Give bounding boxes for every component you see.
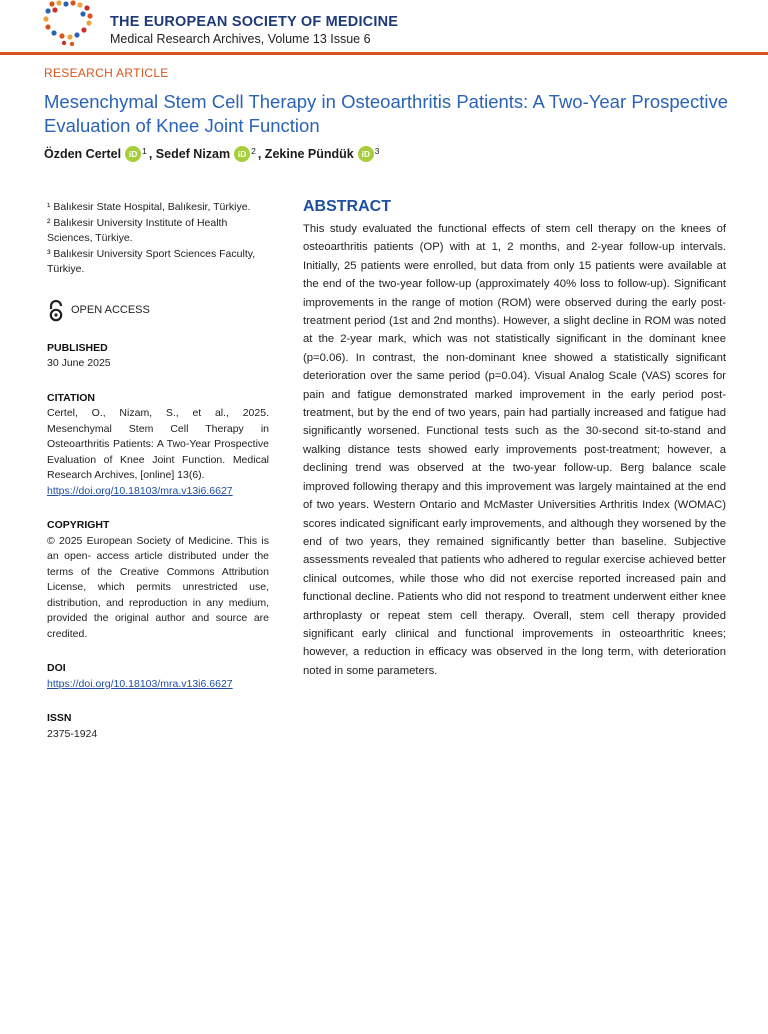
header-divider	[0, 52, 768, 55]
author-list	[44, 146, 381, 162]
abstract-heading: ABSTRACT	[303, 198, 391, 215]
doi-link[interactable]: https://doi.org/10.18103/mra.v13i6.6627	[47, 677, 233, 690]
journal-issue: Medical Research Archives, Volume 13 Issue 6	[110, 32, 371, 46]
affiliation: ¹ Balıkesir State Hospital, Balıkesir, Türkiye.	[47, 201, 251, 213]
abstract-section	[303, 198, 726, 680]
author-name: , Sedef Nizam	[148, 147, 231, 161]
author-name: , Zekine Pündük	[257, 147, 354, 161]
open-access-badge	[47, 300, 269, 322]
article-sidebar	[47, 200, 269, 742]
citation-doi-link[interactable]: https://doi.org/10.18103/mra.v13i6.6627	[47, 484, 233, 497]
published-date: 30 June 2025	[47, 357, 111, 369]
orcid-icon[interactable]: iD	[234, 146, 250, 162]
abstract-body: This study evaluated the functional effects of stem cell therapy on the knees of osteoarthritis patients (OP) with at 1, 2 months, and 2-year follow-up intervals. Initially, 25 patients were enrolled, but data from only 15 patients were available at the end of the two-year follow-up (approximately 40% loss to follow-up). Significant improvements in the range of motion (ROM) were observed during the early post-treatment period (1st and 2nd months). However, a slight decline in ROM was noted at the 2-year mark, which was not statistically significant in the dominant knee (p=0.06). In contrast, the non-dominant knee showed a statistically significant deterioration over the same period (p=0.04). Visual Analog Scale (VAS) scores for pain and fatigue demonstrated marked improvement in the early period post-treatment, but by the end of two years, pain had partially increased and fatigue had significantly worsened. Functional tests such as the 30-second sit-to-stand and walking distance tests showed early improvements post-treatment; however, a declining trend was observed at the two-year follow-up. Berg balance scale improved following therapy and this improvement was largely maintained at the end of two years. Western Ontario and McMaster Universities Arthritis Index (WOMAC) scores indicated significant early improvements, and although they worsened by the end of two years, they remained significantly better than baseline. Subjective assessments revealed that patients who adhered to regular exercise achieved better clinical outcomes, while those who did not exercise reported increased pain and functional decline. Patients who did not respond to treatment underwent either knee arthroplasty or repeat stem cell therapy. Overall, stem cell therapy provided significant early clinical and functional improvements in osteoarthritic knees; however, a reduction in efficacy was observed in the long term, with deterioration noted in some parameters.	[303, 223, 726, 677]
copyright-heading: COPYRIGHT	[47, 519, 110, 531]
article-type: RESEARCH ARTICLE	[44, 66, 169, 80]
author-name: Özden Certel	[44, 147, 122, 161]
affiliation: ³ Balıkesir University Sport Sciences Faculty, Türkiye.	[47, 247, 256, 275]
society-name: THE EUROPEAN SOCIETY OF MEDICINE	[110, 14, 399, 30]
author-affiliation-mark: 3	[374, 146, 380, 156]
author-affiliation-mark: 1	[142, 146, 147, 156]
citation-text: Certel, O., Nizam, S., et al., 2025. Mesenchymal Stem Cell Therapy in Osteoarthritis Patients: A Two-Year Prospective Evaluation of Knee Joint Function. Medical Research Archives, [online] 13(6).	[47, 407, 269, 481]
open-access-lock-icon	[47, 300, 65, 322]
citation-heading: CITATION	[47, 391, 96, 404]
orcid-icon[interactable]: iD	[125, 146, 141, 162]
author-affiliation-mark: 2	[251, 146, 256, 156]
issn-value: 2375-1924	[47, 727, 98, 740]
doi-heading: DOI	[47, 662, 66, 674]
orcid-icon[interactable]: iD	[358, 146, 374, 162]
article-title: Mesenchymal Stem Cell Therapy in Osteoarthritis Patients: A Two-Year Prospective Evaluation of Knee Joint Function	[44, 91, 728, 136]
society-logo-icon	[42, 0, 98, 46]
open-access-label: OPEN ACCESS	[71, 303, 150, 316]
issn-heading: ISSN	[47, 712, 72, 724]
published-heading: PUBLISHED	[47, 341, 108, 354]
copyright-text: © 2025 European Society of Medicine. This is an open- access article distributed under the terms of the Creative Commons Attribution License, which permits unrestricted use, distribution, and reproduction in any medium, provided the original author and source are credited.	[47, 534, 269, 640]
journal-header	[0, 0, 768, 56]
affiliation: ² Balıkesir University Institute of Health Sciences, Türkiye.	[47, 216, 228, 244]
